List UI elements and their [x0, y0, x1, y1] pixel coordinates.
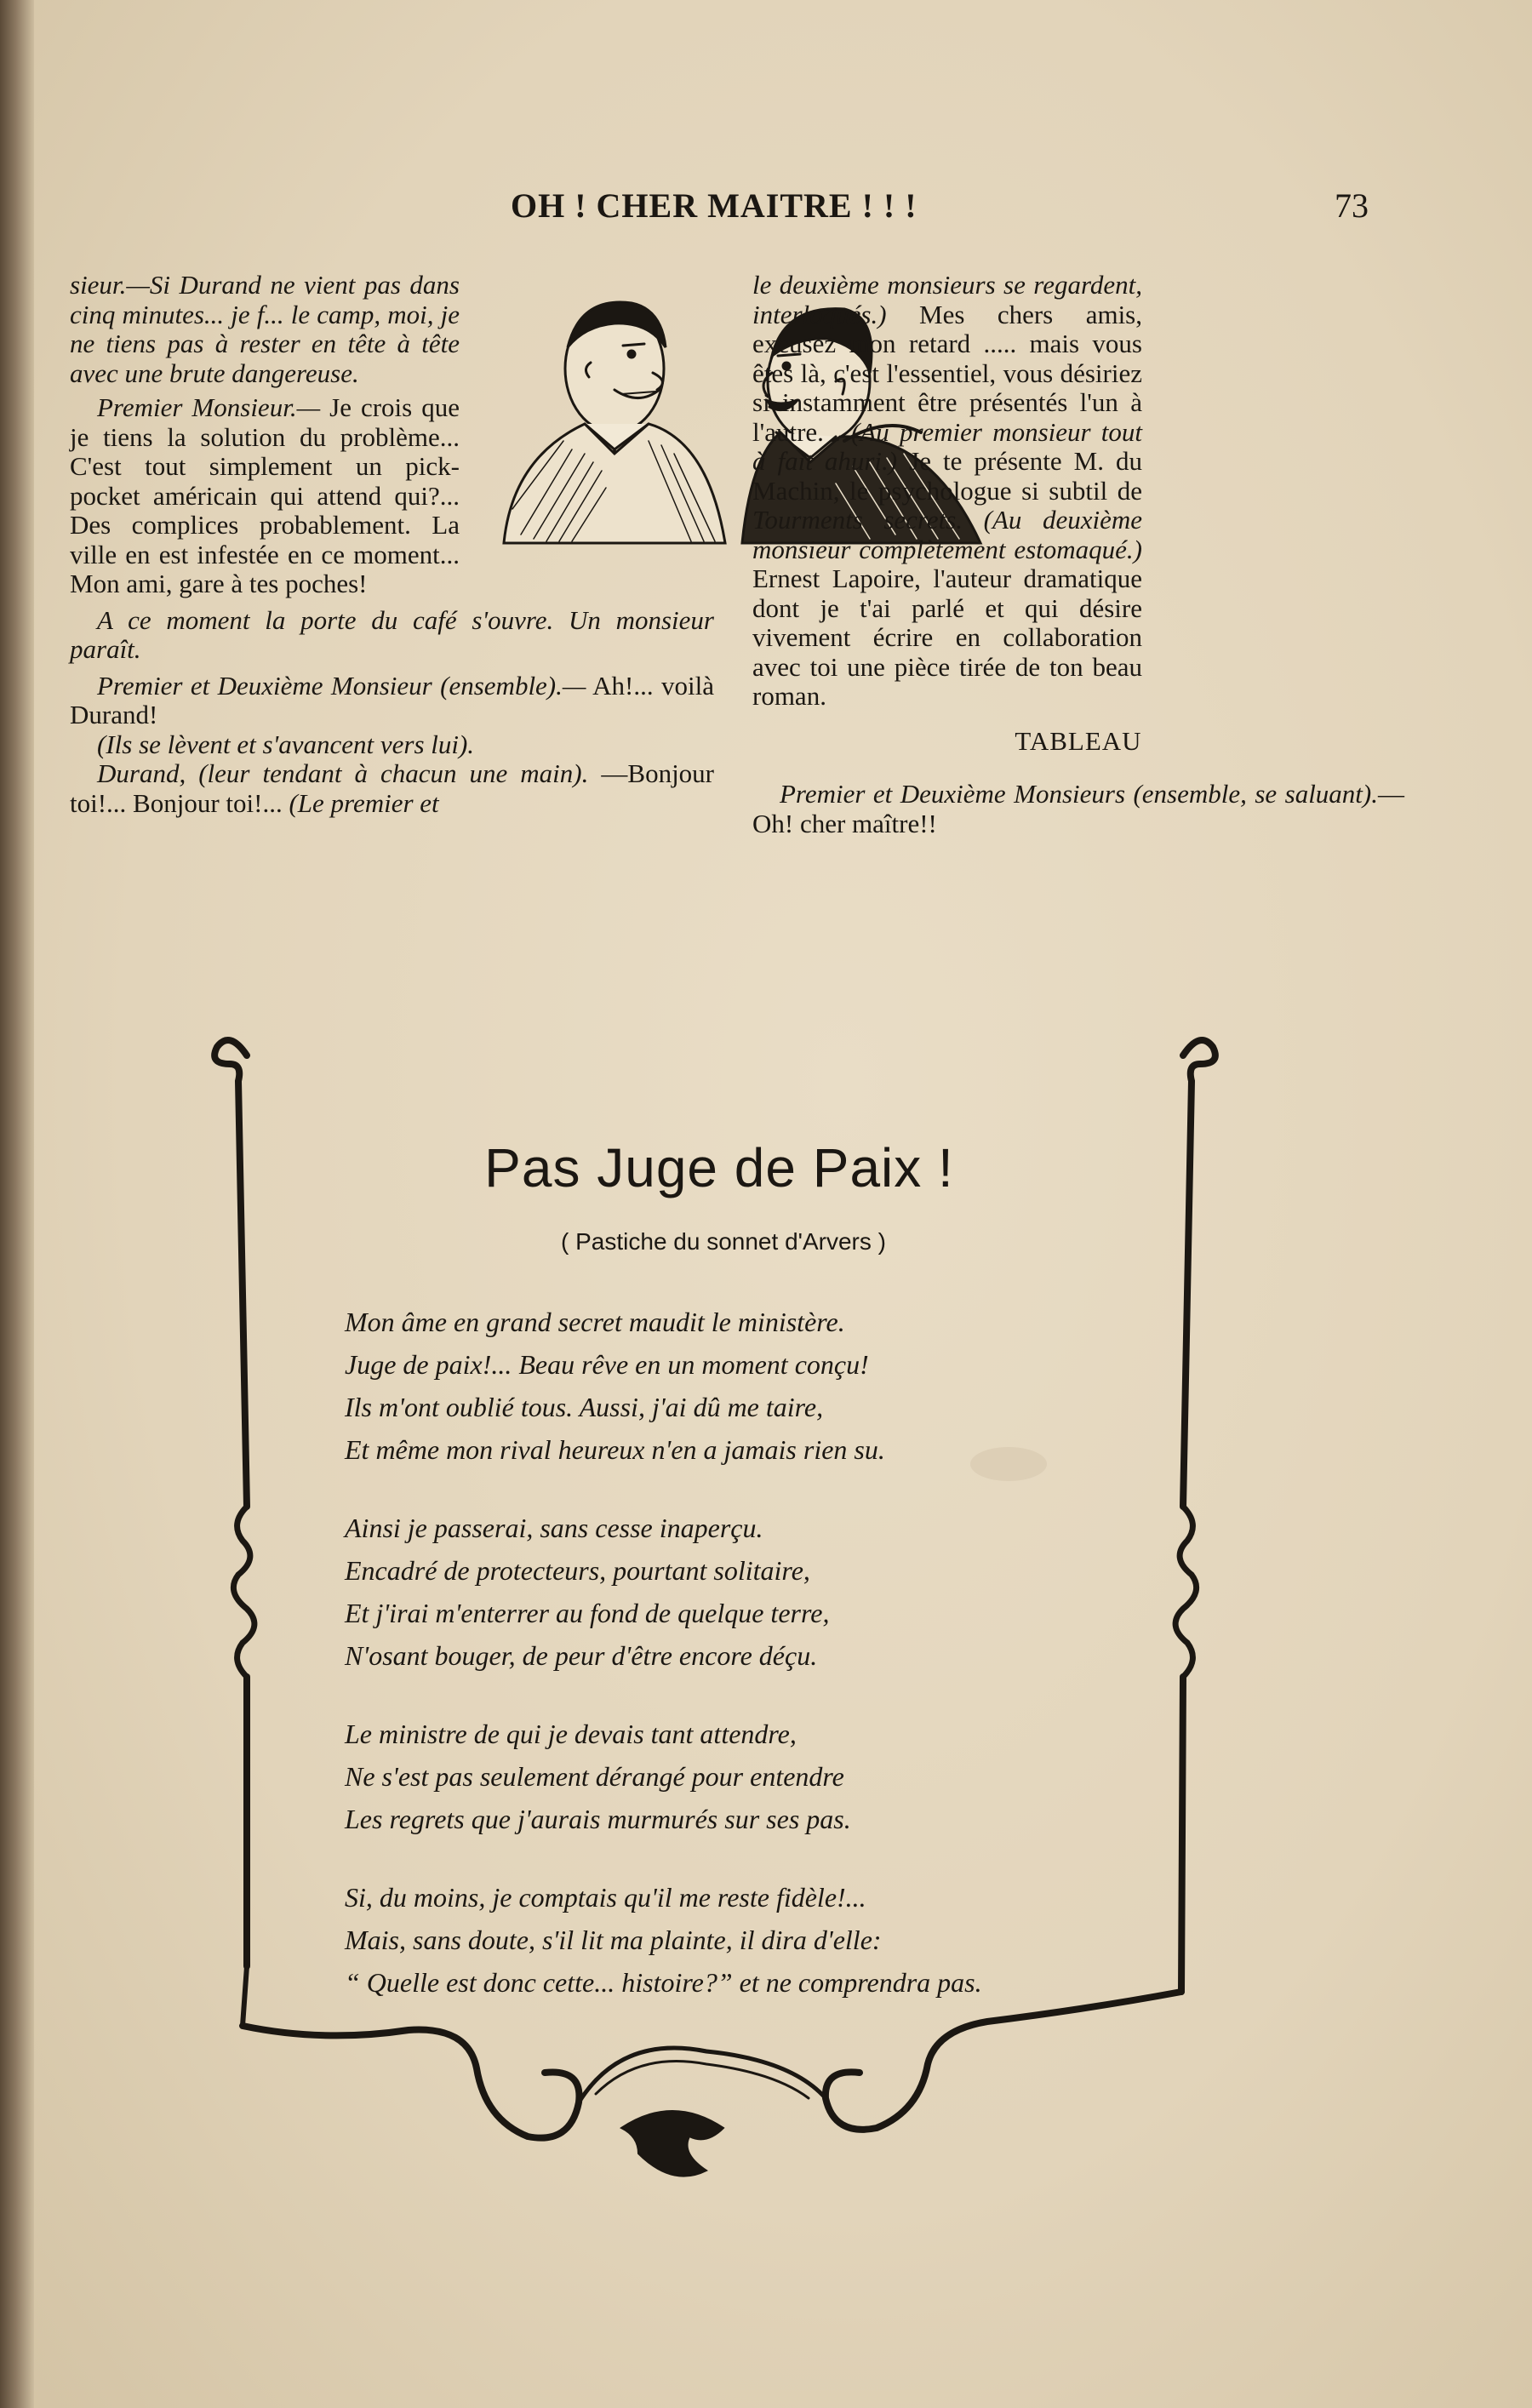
- paragraph: [752, 780, 1404, 838]
- speaker-name: Premier et Deuxième Monsieur (ensemble).—: [97, 670, 586, 701]
- stanza-4: [345, 1876, 1179, 2004]
- paragraph-text: Je crois que je tiens la solution du problème... C'est tout simplement un pick-pocket américain qui attend qui?... Des complices probablement. La ville en est infestée en ce moment... Mon ami, gare à tes poches!: [70, 392, 460, 598]
- paragraph: [752, 271, 1142, 712]
- poem-line: “ Quelle est donc cette... histoire?” et ne comprendra pas.: [345, 1967, 982, 1998]
- poem-body: [345, 1301, 1179, 2039]
- poem-line: N'osant bouger, de peur d'être encore déçu.: [345, 1640, 818, 1671]
- paragraph-text: —Bonjour toi!... Bonjour toi!...: [70, 758, 715, 818]
- poem-line: Ainsi je passerai, sans cesse inaperçu.: [345, 1513, 763, 1543]
- speaker-name: Premier et Deuxième Monsieurs (ensemble, se saluant).: [780, 779, 1378, 809]
- right-text-column: [752, 271, 1404, 838]
- paragraph: [70, 393, 460, 599]
- stanza-3: [345, 1713, 1179, 1840]
- poem-line: Si, du moins, je comptais qu'il me reste fidèle!...: [345, 1882, 866, 1913]
- tableau-heading: TABLEAU: [1015, 725, 1142, 756]
- stanza-2: [345, 1507, 1179, 1677]
- poem-line: Mon âme en grand secret maudit le ministère.: [345, 1307, 845, 1337]
- poem-line: Et j'irai m'enterrer au fond de quelque terre,: [345, 1598, 830, 1628]
- poem-line: Juge de paix!... Beau rêve en un moment conçu!: [345, 1349, 869, 1380]
- page-header: [0, 186, 1532, 237]
- stage-direction: (Le premier et: [289, 787, 439, 818]
- poem-line: Et même mon rival heureux n'en a jamais rien su.: [345, 1434, 885, 1465]
- paragraph: [70, 672, 714, 730]
- speaker-name: Durand, (leur tendant à chacun une main).: [97, 758, 589, 788]
- running-title: OH ! CHER MAITRE ! ! !: [511, 186, 917, 225]
- stage-direction: (Ils se lèvent et s'avancent vers lui).: [97, 729, 475, 759]
- book-gutter: [0, 0, 34, 2408]
- paragraph: [70, 271, 460, 388]
- poem-line: Ils m'ont oublié tous. Aussi, j'ai dû me taire,: [345, 1392, 824, 1422]
- stage-direction: (Au premier monsieur tout à fait ahuri.): [752, 416, 1142, 476]
- stage-direction: Tourments secrets. (Au deuxième monsieur complètement estomaqué.): [752, 505, 1142, 564]
- poem-subtitle: ( Pastiche du sonnet d'Arvers ): [561, 1228, 886, 1255]
- poem-line: Mais, sans doute, s'il lit ma plainte, il dira d'elle:: [345, 1925, 882, 1955]
- speaker-name: Premier Monsieur.—: [97, 392, 321, 422]
- paragraph-text: Ah!... voilà Durand!: [70, 670, 714, 729]
- poem-line: Les regrets que j'aurais murmurés sur ses pas.: [345, 1804, 851, 1834]
- paragraph-text: Je te présente M. du Machin, le psychologue si subtil de: [752, 446, 1142, 506]
- stage-direction: le deuxième monsieurs se regardent, interloqués.): [752, 270, 1142, 329]
- poem-line: Ne s'est pas seulement dérangé pour entendre: [345, 1761, 844, 1792]
- poem-line: Le ministre de qui je devais tant attendre,: [345, 1719, 797, 1749]
- left-text-column: [70, 271, 714, 818]
- paragraph-text: Mes chers amis, excusez mon retard ..... mais vous êtes là, c'est l'essentiel, vous désiriez si instamment être présentés l'un à l'autre. .: [752, 299, 1142, 447]
- stanza-1: [345, 1301, 1179, 1471]
- page-number: 73: [1335, 186, 1369, 225]
- poem-line: Encadré de protecteurs, pourtant solitaire,: [345, 1555, 810, 1586]
- paragraph-text: —Oh! cher maître!!: [752, 779, 1404, 838]
- paragraph: [70, 759, 714, 818]
- paragraph-text: Ernest Lapoire, l'auteur dramatique dont je t'ai parlé et qui désire vivement écrire en collaboration avec toi une pièce tirée de ton beau roman.: [752, 563, 1142, 711]
- paragraph-text: sieur.—Si Durand ne vient pas dans cinq minutes... je f... le camp, moi, je ne tiens pas à rester en tête à tête avec une brute dangereuse.: [70, 270, 460, 388]
- poem-title: Pas Juge de Paix !: [484, 1137, 954, 1198]
- stage-direction: A ce moment la porte du café s'ouvre. Un monsieur paraît.: [70, 604, 714, 664]
